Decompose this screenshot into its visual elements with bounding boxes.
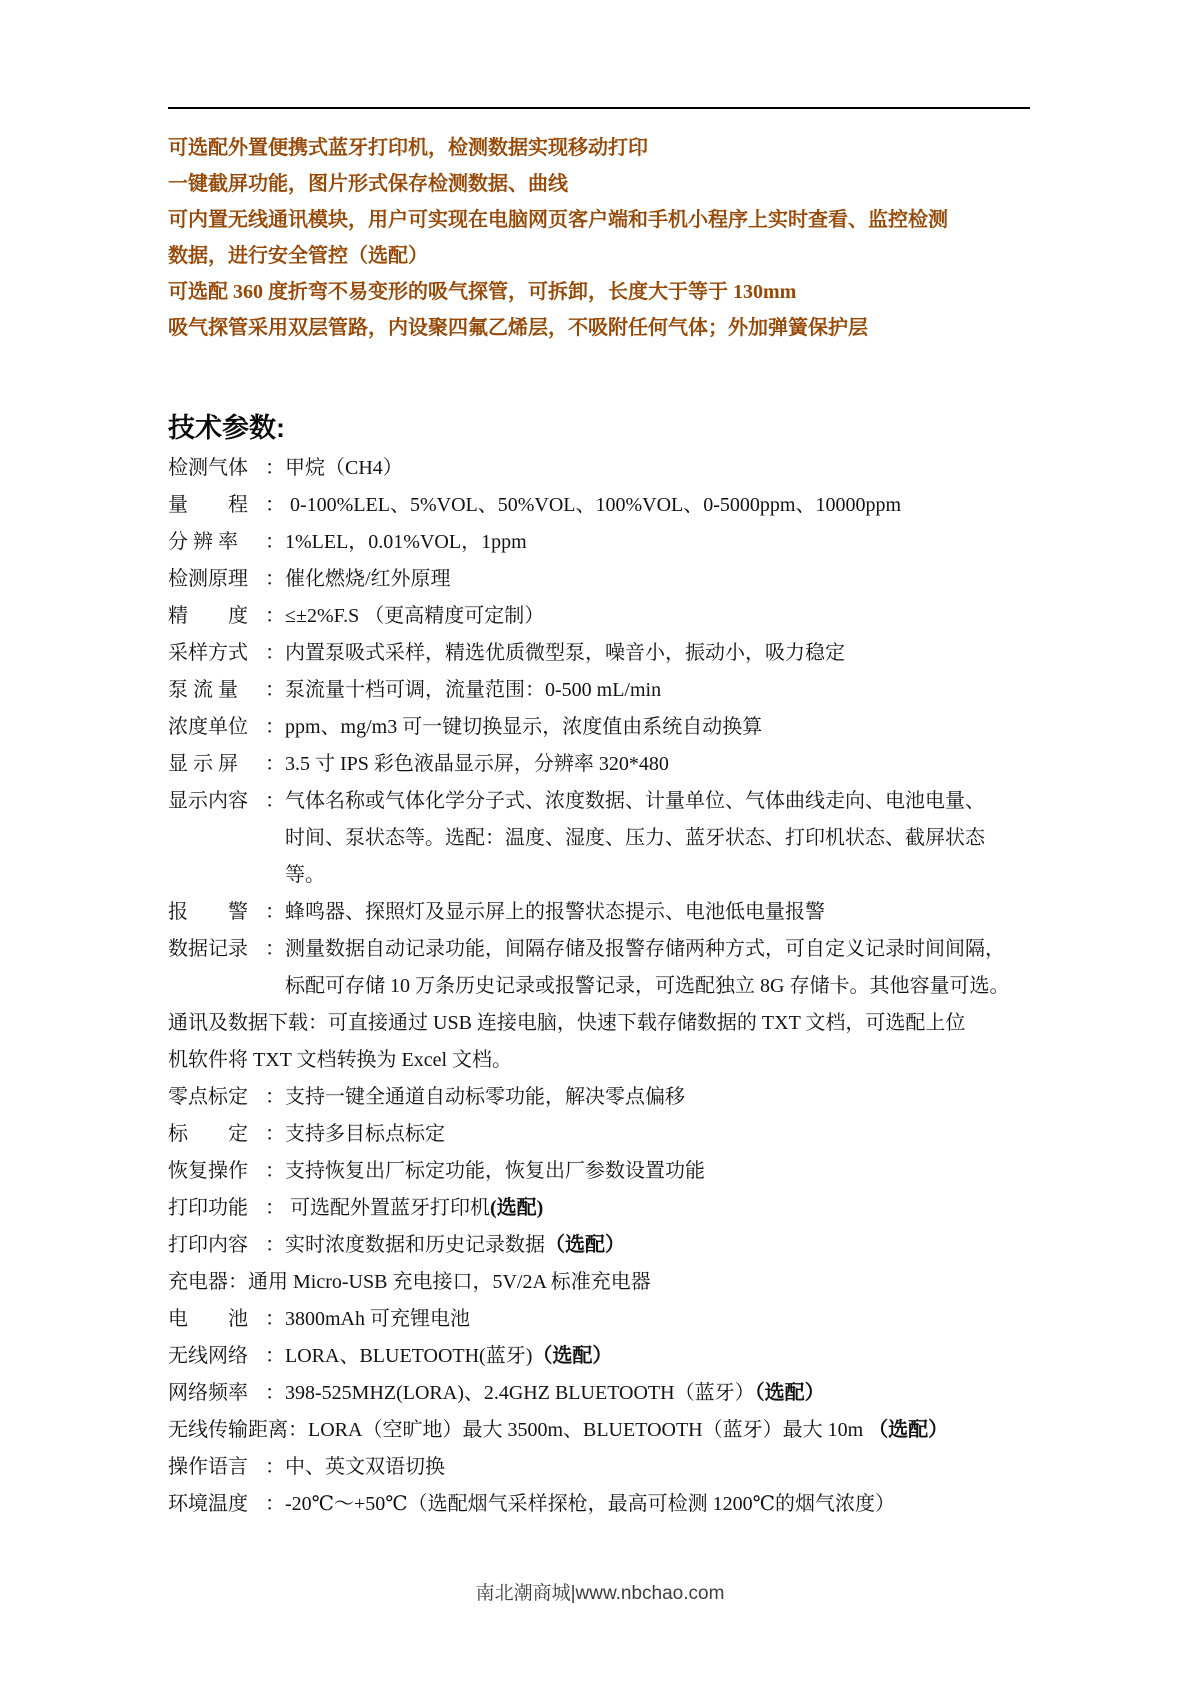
footer-site-text: 南北潮商城|www.nbchao.com — [475, 1583, 725, 1604]
spec-row — [168, 1116, 1030, 1153]
spec-colon: ： — [265, 605, 285, 627]
spec-row — [168, 598, 1030, 635]
spec-colon: ： — [265, 1382, 285, 1404]
spec-value: 支持多目标点标定 — [285, 1123, 445, 1145]
spec-row — [168, 1486, 1030, 1523]
spec-row — [168, 450, 1030, 487]
spec-row — [168, 709, 1030, 746]
spec-colon: ： — [265, 901, 285, 923]
spec-value: 可直接通过 USB 连接电脑，快速下载存储数据的 TXT 文档，可选配上位 机软件将 TXT 文档转换为 Excel 文档。 — [168, 1012, 966, 1071]
spec-label: 电 池 — [168, 1308, 248, 1330]
spec-colon: ： — [265, 457, 285, 479]
spec-label: 打印功能 — [168, 1197, 248, 1219]
spec-row — [168, 1227, 1030, 1264]
spec-row — [168, 1153, 1030, 1190]
spec-label: 分 辨 率 — [168, 531, 238, 553]
spec-colon: ： — [265, 790, 285, 812]
spec-row — [168, 746, 1030, 783]
spec-label: 充电器 — [168, 1271, 228, 1293]
spec-colon: ： — [265, 938, 285, 960]
spec-colon: ： — [288, 1419, 308, 1441]
spec-colon: ： — [265, 716, 285, 738]
spec-label: 环境温度 — [168, 1493, 248, 1515]
spec-colon: ： — [308, 1012, 328, 1034]
spec-value: 支持恢复出厂标定功能，恢复出厂参数设置功能 — [285, 1160, 705, 1182]
spec-value-optional-bold: （选配） — [868, 1419, 949, 1441]
spec-colon: ： — [265, 1197, 285, 1219]
spec-value: 催化燃烧/红外原理 — [285, 568, 451, 590]
spec-label: 报 警 — [168, 901, 248, 923]
spec-value: LORA、BLUETOOTH(蓝牙)（选配） — [285, 1345, 613, 1367]
spec-row — [168, 487, 1030, 524]
spec-value: 可选配外置蓝牙打印机(选配) — [285, 1197, 544, 1219]
spec-row — [168, 1005, 1030, 1079]
spec-label: 恢复操作 — [168, 1160, 248, 1182]
spec-label: 通讯及数据下载 — [168, 1012, 308, 1034]
feature-highlight-line: 吸气探管采用双层管路，内设聚四氟乙烯层，不吸附任何气体；外加弹簧保护层 — [168, 317, 868, 339]
spec-label: 打印内容 — [168, 1234, 248, 1256]
spec-row — [168, 894, 1030, 931]
spec-label: 显 示 屏 — [168, 753, 238, 775]
spec-colon: ： — [265, 1308, 285, 1330]
spec-row — [168, 1079, 1030, 1116]
spec-row — [168, 1375, 1030, 1412]
spec-row — [168, 1338, 1030, 1375]
spec-label: 检测原理 — [168, 568, 248, 590]
spec-value: 398-525MHZ(LORA)、2.4GHZ BLUETOOTH（蓝牙）（选配） — [285, 1382, 825, 1404]
spec-row — [168, 1412, 1030, 1449]
spec-list — [168, 450, 1030, 1523]
spec-value: 1%LEL，0.01%VOL，1ppm — [285, 531, 527, 553]
spec-value: 3.5 寸 IPS 彩色液晶显示屏，分辨率 320*480 — [285, 753, 669, 775]
spec-colon: ： — [265, 568, 285, 590]
spec-label: 浓度单位 — [168, 716, 248, 738]
spec-row — [168, 1301, 1030, 1338]
spec-value: 泵流量十档可调，流量范围：0-500 mL/min — [285, 679, 662, 701]
spec-value: 实时浓度数据和历史记录数据（选配） — [285, 1234, 625, 1256]
spec-row — [168, 561, 1030, 598]
spec-row — [168, 1190, 1030, 1227]
spec-value: 中、英文双语切换 — [285, 1456, 445, 1478]
spec-row — [168, 635, 1030, 672]
spec-colon: ： — [265, 531, 285, 553]
spec-value: 甲烷（CH4） — [285, 457, 403, 479]
spec-value: 0-100%LEL、5%VOL、50%VOL、100%VOL、0-5000ppm、10000ppm — [285, 494, 902, 516]
spec-label: 泵 流 量 — [168, 679, 238, 701]
spec-value: LORA（空旷地）最大 3500m、BLUETOOTH（蓝牙）最大 10m （选配） — [308, 1419, 949, 1441]
spec-row — [168, 931, 1030, 1005]
spec-value-optional-bold: (选配) — [490, 1197, 544, 1219]
spec-value: 通用 Micro-USB 充电接口，5V/2A 标准充电器 — [248, 1271, 651, 1293]
spec-colon: ： — [265, 494, 285, 516]
spec-colon: ： — [265, 1493, 285, 1515]
spec-label: 数据记录 — [168, 938, 248, 960]
spec-value: 支持一键全通道自动标零功能，解决零点偏移 — [285, 1086, 685, 1108]
spec-row — [168, 1449, 1030, 1486]
feature-highlight-line: 可选配 360 度折弯不易变形的吸气探管，可拆卸，长度大于等于 130mm — [168, 281, 797, 303]
feature-highlight-line: 一键截屏功能，图片形式保存检测数据、曲线 — [168, 173, 568, 195]
section-title: 技术参数: — [168, 413, 285, 443]
spec-value: 气体名称或气体化学分子式、浓度数据、计量单位、气体曲线走向、电池电量、 时间、泵状态等。选配：温度、湿度、压力、蓝牙状态、打印机状态、截屏状态 等。 — [285, 790, 985, 886]
spec-row — [168, 783, 1030, 894]
spec-colon: ： — [265, 1456, 285, 1478]
spec-value-optional-bold: （选配） — [532, 1345, 613, 1367]
spec-value: ppm、mg/m3 可一键切换显示，浓度值由系统自动换算 — [285, 716, 763, 738]
spec-row — [168, 524, 1030, 561]
spec-value: 内置泵吸式采样，精选优质微型泵，噪音小，振动小，吸力稳定 — [285, 642, 845, 664]
spec-value: 测量数据自动记录功能，间隔存储及报警存储两种方式，可自定义记录时间间隔， 标配可存储 10 万条历史记录或报警记录，可选配独立 8G 存储卡。其他容量可选。 — [285, 938, 1010, 997]
spec-label: 网络频率 — [168, 1382, 248, 1404]
spec-label: 精 度 — [168, 605, 248, 627]
top-horizontal-rule — [168, 107, 1030, 109]
spec-colon: ： — [265, 642, 285, 664]
spec-colon: ： — [228, 1271, 248, 1293]
spec-colon: ： — [265, 679, 285, 701]
spec-label: 标 定 — [168, 1123, 248, 1145]
feature-highlights — [168, 130, 1030, 346]
spec-value-optional-bold: （选配） — [545, 1234, 625, 1256]
spec-colon: ： — [265, 1123, 285, 1145]
spec-colon: ： — [265, 1234, 285, 1256]
feature-highlight-line: 可选配外置便携式蓝牙打印机，检测数据实现移动打印 — [168, 137, 648, 159]
spec-label: 操作语言 — [168, 1456, 248, 1478]
spec-colon: ： — [265, 1345, 285, 1367]
spec-colon: ： — [265, 753, 285, 775]
spec-label: 检测气体 — [168, 457, 248, 479]
spec-label: 无线传输距离 — [168, 1419, 288, 1441]
spec-colon: ： — [265, 1086, 285, 1108]
spec-value: 3800mAh 可充锂电池 — [285, 1308, 470, 1330]
spec-label: 零点标定 — [168, 1086, 248, 1108]
spec-value-optional-bold: （选配） — [754, 1382, 825, 1404]
spec-value: 蜂鸣器、探照灯及显示屏上的报警状态提示、电池低电量报警 — [285, 901, 825, 923]
spec-colon: ： — [265, 1160, 285, 1182]
feature-highlight-line: 可内置无线通讯模块，用户可实现在电脑网页客户端和手机小程序上实时查看、监控检测 — [168, 209, 948, 231]
spec-row — [168, 672, 1030, 709]
spec-label: 显示内容 — [168, 790, 248, 812]
spec-row — [168, 1264, 1030, 1301]
feature-highlight-line: 数据，进行安全管控（选配） — [168, 245, 428, 267]
spec-label: 无线网络 — [168, 1345, 248, 1367]
spec-label: 采样方式 — [168, 642, 248, 664]
spec-value: ≤±2%F.S （更高精度可定制） — [285, 605, 545, 627]
spec-label: 量 程 — [168, 494, 248, 516]
spec-value: -20℃～+50℃（选配烟气采样探枪，最高可检测 1200℃的烟气浓度） — [285, 1493, 896, 1515]
